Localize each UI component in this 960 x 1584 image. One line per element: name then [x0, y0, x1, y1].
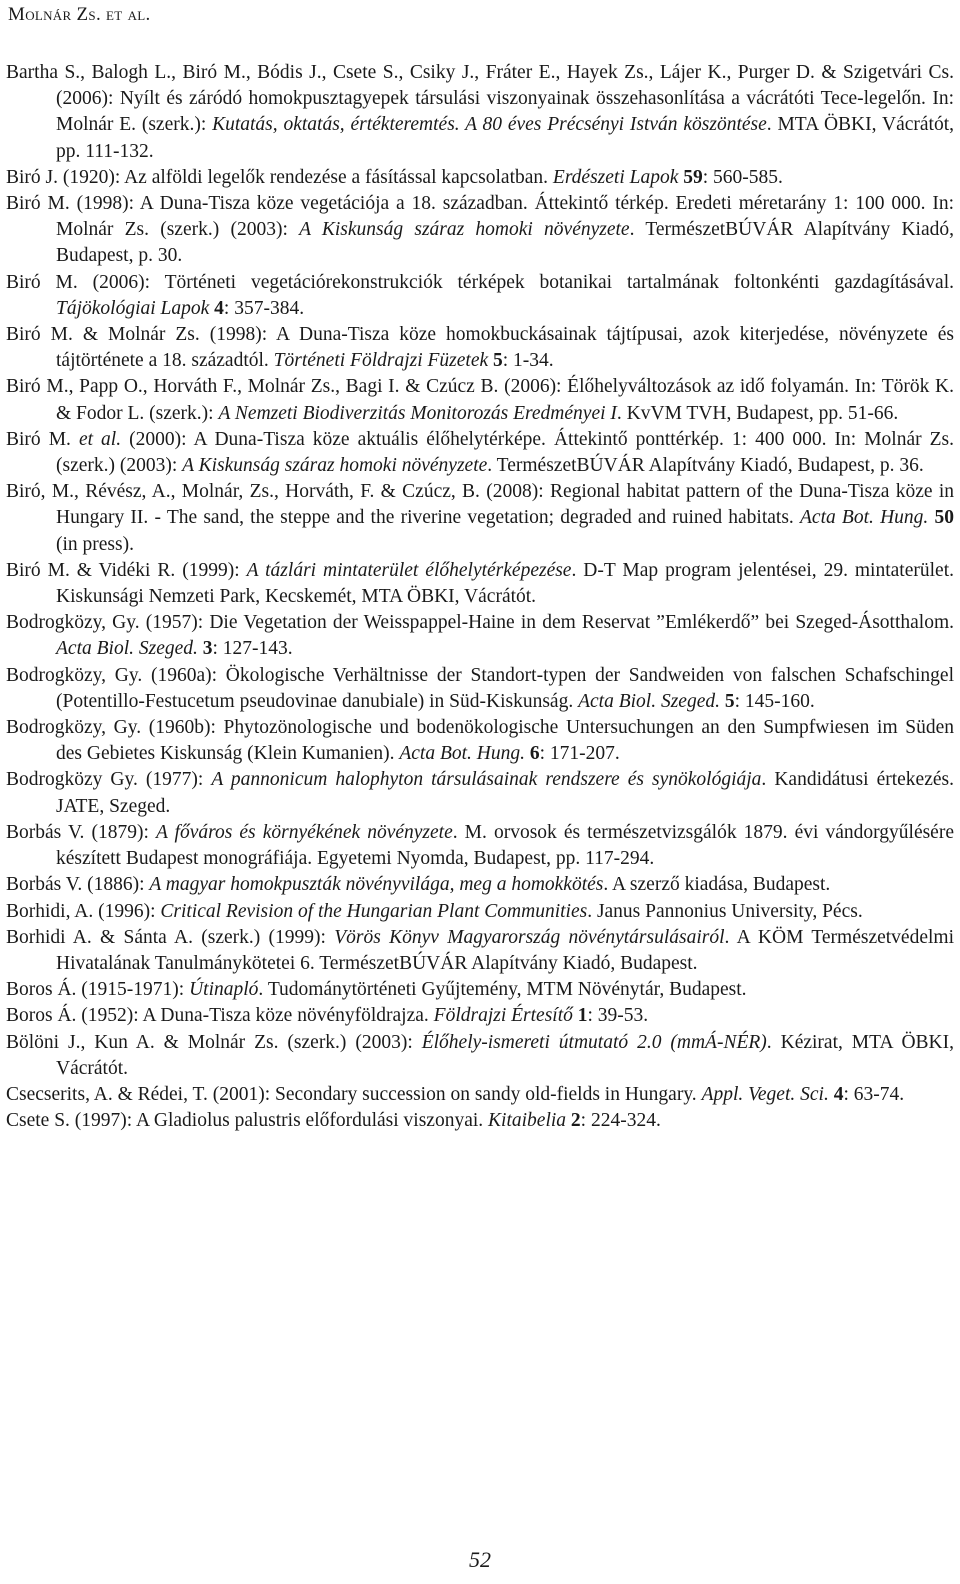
reference-text: . KvVM TVH, Budapest, pp. 51-66.: [616, 402, 899, 424]
reference-entry: [6, 925, 954, 977]
reference-italic-text: A pannonicum halophyton társulásainak rendszere és synökológiája: [211, 769, 762, 791]
reference-text: Csete S. (1997): A Gladiolus palustris előfordulási viszonyai.: [6, 1110, 489, 1132]
reference-text: (2000): A Duna-Tisza köze aktuális élőhelytérképe. Áttekintő ponttérkép. 1: 400 000. In: Molnár Zs. (szerk.) (2003):: [56, 428, 954, 477]
reference-text: : 63-74.: [843, 1083, 905, 1105]
reference-text: . D-T Map program jelentései, 29. mintaterület. Kiskunsági Nemzeti Park, Kecskemét, MTA ÖBKI, Vácrátót.: [56, 559, 954, 608]
reference-italic-text: A Kiskunság száraz homoki növényzete: [299, 219, 630, 241]
reference-entry: [6, 610, 954, 662]
reference-italic-text: Vörös Könyv Magyarország növénytársulásairól: [334, 926, 725, 948]
reference-italic-text: Történeti Földrajzi Füzetek: [273, 350, 489, 372]
reference-text: Bodrogközy, Gy. (1960a): Ökologische Verhältnisse der Standort-typen der Sandweiden von falschen Schafschingel (Potentillo-Festucetum pseudovinae danubiale) in Süd-Kiskunság.: [6, 664, 954, 712]
reference-text: . A szerző kiadása, Budapest.: [603, 874, 831, 896]
reference-text: Bodrogközy Gy. (1977):: [6, 769, 212, 791]
reference-text: Biró M.: [6, 428, 79, 450]
reference-italic-text: A magyar homokpuszták növényvilága, meg a homokkötés: [149, 874, 604, 896]
reference-text: Biró J. (1920): Az alföldi legelők rendezése a fásítással kapcsolatban.: [6, 166, 553, 188]
reference-italic-text: Kitaibelia: [488, 1110, 567, 1132]
reference-italic-text: A főváros és környékének növényzete: [155, 821, 453, 843]
reference-text: (in press).: [56, 533, 134, 555]
reference-text: Boros Á. (1915-1971):: [6, 979, 190, 1001]
reference-text: Biró M. (1998): A Duna-Tisza köze vegetációja a 18. században. Áttekintő térkép. Eredeti méretarány 1: 100 000. In: Molnár Zs. (szerk.) (2003):: [6, 193, 954, 241]
reference-italic-text: Útinapló: [189, 979, 259, 1001]
reference-text: : 127-143.: [212, 638, 293, 660]
reference-text: : 171-207.: [539, 743, 620, 765]
reference-entry: [6, 1108, 954, 1134]
reference-volume: 2: [570, 1110, 581, 1132]
reference-volume: 1: [577, 1005, 588, 1027]
reference-entry: [6, 1030, 954, 1082]
reference-text: . TermészetBÚVÁR Alapítvány Kiadó, Budapest, p. 36.: [487, 455, 924, 477]
reference-text: . Kézirat, MTA ÖBKI, Vácrátót.: [56, 1031, 954, 1079]
reference-entry: [6, 872, 954, 898]
reference-text: : 560-585.: [702, 166, 783, 188]
reference-entry: [6, 427, 954, 479]
reference-entry: [6, 663, 954, 715]
reference-text: Boros Á. (1952): A Duna-Tisza köze növényföldrajza.: [6, 1005, 434, 1027]
reference-entry: [6, 715, 954, 767]
reference-text: Bodrogközy, Gy. (1957): Die Vegetation der Weisspappel-Haine in dem Reservat ”Emlékerdő” bei Szeged-Ásotthalom.: [6, 612, 954, 634]
reference-volume: 5: [493, 350, 503, 372]
reference-text: . M. orvosok és természetvizsgálók 1879. évi vándorgyűlésére készített Budapest monográfiája. Egyetemi Nyomda, Budapest, pp. 117-294.: [56, 821, 954, 870]
reference-entry: [6, 60, 954, 165]
reference-italic-text: Acta Biol. Szeged.: [578, 690, 720, 712]
reference-italic-text: A Kiskunság száraz homoki növényzete: [182, 455, 488, 477]
reference-italic-text: Acta Bot. Hung.: [800, 507, 929, 529]
reference-entry: [6, 899, 954, 925]
reference-italic-text: Tájökológiai Lapok: [56, 297, 210, 319]
reference-entry: [6, 374, 954, 426]
reference-italic-text: A tázlári mintaterület élőhelytérképezése: [246, 559, 572, 581]
reference-italic-text: Acta Biol. Szeged.: [56, 638, 198, 660]
reference-entry: [6, 1003, 954, 1029]
reference-italic-text: A Nemzeti Biodiverzitás Monitorozás Eredményei I: [218, 402, 617, 424]
reference-text: . Kandidátusi értekezés. JATE, Szeged.: [56, 769, 954, 817]
reference-entry: [6, 270, 954, 322]
reference-text: Borhidi A. & Sánta A. (szerk.) (1999):: [6, 926, 335, 948]
reference-text: : 39-53.: [587, 1005, 649, 1027]
reference-italic-text: et al.: [78, 428, 122, 450]
reference-text: Biró, M., Révész, A., Molnár, Zs., Horváth, F. & Czúcz, B. (2008): Regional habitat pattern of the Duna-Tisza köze in Hungary II. - The sand, the steppe and the riverine vegetation; degraded and ruined habitats.: [6, 481, 954, 529]
reference-volume: 3: [202, 638, 213, 660]
running-head: Molnár Zs. et al.: [8, 4, 151, 25]
reference-list: [6, 60, 954, 1134]
reference-text: . A KÖM Természetvédelmi Hivatalának Tanulmánykötetei 6. TermészetBÚVÁR Alapítvány Kiadó, Budapest.: [56, 926, 954, 974]
reference-volume: 4: [833, 1083, 844, 1105]
reference-italic-text: Kutatás, oktatás, értékteremtés. A 80 éves Précsényi István köszöntése: [212, 114, 767, 136]
reference-italic-text: Critical Revision of the Hungarian Plant Communities: [160, 900, 588, 922]
reference-italic-text: Élőhely-ismereti útmutató 2.0 (mmÁ-NÉR): [421, 1031, 767, 1053]
reference-entry: [6, 191, 954, 270]
reference-text: : 145-160.: [734, 690, 815, 712]
reference-text: Csecserits, A. & Rédei, T. (2001): Secondary succession on sandy old-fields in Hungary.: [6, 1083, 702, 1105]
reference-text: Borhidi, A. (1996):: [6, 900, 161, 922]
reference-text: . TermészetBÚVÁR Alapítvány Kiadó, Budapest, p. 30.: [56, 219, 954, 267]
reference-text: . Janus Pannonius University, Pécs.: [587, 900, 863, 922]
reference-text: Bölöni J., Kun A. & Molnár Zs. (szerk.) (2003):: [6, 1031, 422, 1053]
reference-volume: 4: [214, 297, 224, 319]
reference-entry: [6, 820, 954, 872]
reference-text: Bartha S., Balogh L., Biró M., Bódis J., Csete S., Csiky J., Fráter E., Hayek Zs., Lájer K., Purger D. & Szigetvári Cs. (2006): Nyílt és záródó homokpusztagyepek társulási viszonyainak összehasonlítása a vácrátóti Tece-legelőn. In: Molnár E. (szerk.):: [6, 62, 954, 136]
reference-volume: 5: [724, 690, 735, 712]
reference-text: Borbás V. (1879):: [6, 821, 156, 843]
reference-entry: [6, 1082, 954, 1108]
reference-text: : 224-324.: [580, 1110, 661, 1132]
reference-italic-text: Appl. Veget. Sci.: [701, 1083, 829, 1105]
reference-text: Biró M. (2006): Történeti vegetációrekonstrukciók térképek botanikai tartalmának foltonkénti gazdagításával.: [6, 271, 954, 293]
reference-text: Biró M., Papp O., Horváth F., Molnár Zs., Bagi I. & Czúcz B. (2006): Élőhelyváltozások az idő folyamán. In: Török K. & Fodor L. (szerk.):: [6, 376, 954, 424]
reference-entry: [6, 322, 954, 374]
reference-text: Biró M. & Vidéki R. (1999):: [6, 559, 247, 581]
reference-entry: [6, 767, 954, 819]
reference-entry: [6, 479, 954, 558]
reference-volume: 6: [529, 743, 540, 765]
page-number: 52: [469, 1547, 491, 1572]
reference-volume: 50: [934, 507, 954, 529]
reference-entry: [6, 165, 954, 191]
reference-text: : 1-34.: [502, 350, 554, 372]
reference-text: . MTA ÖBKI, Vácrátót, pp. 111-132.: [56, 114, 954, 162]
reference-italic-text: Földrajzi Értesítő: [433, 1005, 573, 1027]
reference-text: Bodrogközy, Gy. (1960b): Phytozönologische und bodenökologische Untersuchungen an den Sumpfwiesen im Süden des Gebietes Kiskunság (Klein Kumanien).: [6, 717, 954, 765]
reference-text: : 357-384.: [223, 297, 305, 319]
reference-entry: [6, 977, 954, 1003]
reference-text: Biró M. & Molnár Zs. (1998): A Duna-Tisza köze homokbuckásainak tájtípusai, azok kiterjedése, növényzete és tájtörténete a 18. századtól.: [6, 324, 954, 372]
reference-text: Borbás V. (1886):: [6, 874, 150, 896]
reference-italic-text: Acta Bot. Hung.: [399, 743, 525, 765]
reference-entry: [6, 558, 954, 610]
reference-volume: 59: [683, 166, 703, 188]
reference-italic-text: Erdészeti Lapok: [552, 166, 679, 188]
reference-text: . Tudománytörténeti Gyűjtemény, MTM Növénytár, Budapest.: [258, 979, 747, 1001]
